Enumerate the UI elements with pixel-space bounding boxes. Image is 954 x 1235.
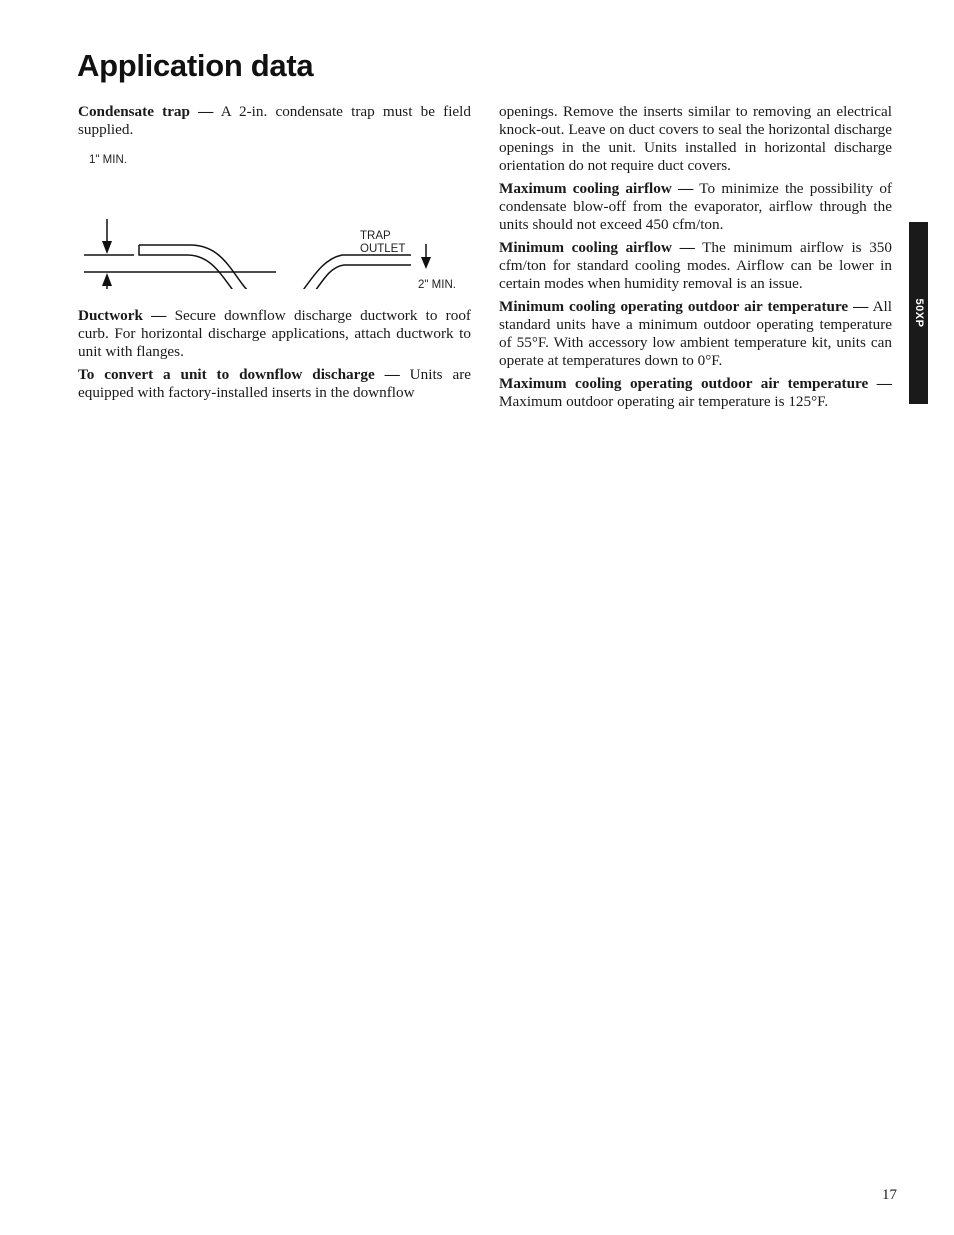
ductwork-paragraph bbox=[78, 307, 471, 361]
page-number: 17 bbox=[882, 1187, 897, 1203]
ductwork-heading: Ductwork — bbox=[78, 307, 167, 324]
max-airflow-paragraph bbox=[499, 180, 892, 234]
convert-text: Units are equipped with factory-installed inserts in the downflow bbox=[78, 366, 472, 401]
left-column bbox=[78, 103, 471, 407]
page-title: Application data bbox=[77, 48, 314, 83]
min-temp-text: All standard units have a minimum outdoor operating temperature of 55°F. With accessory low ambient temperature kit, units can operate at temperatures down to 0°F. bbox=[499, 298, 892, 369]
side-tab bbox=[909, 222, 928, 404]
condensate-trap-heading: Condensate trap — bbox=[78, 103, 214, 120]
right-column bbox=[499, 103, 892, 416]
arrow-down-2in-icon bbox=[421, 257, 431, 269]
ductwork-text: Secure downflow discharge ductwork to roof curb. For horizontal discharge applications, attach ductwork to unit with flanges. bbox=[78, 307, 471, 360]
condensate-trap-text: A 2-in. condensate trap must be field supplied. bbox=[78, 103, 471, 138]
min-airflow-text: The minimum airflow is 350 cfm/ton for standard cooling modes. Airflow can be lower in certain modes when humidity removal is an issue. bbox=[499, 239, 892, 292]
convert-heading: To convert a unit to downflow discharge — bbox=[78, 366, 400, 383]
max-temp-heading: Maximum cooling operating outdoor air temperature — bbox=[499, 375, 892, 392]
label-1in-min: 1" MIN. bbox=[89, 154, 127, 166]
max-temp-paragraph bbox=[499, 375, 892, 411]
arrow-up-1in-icon bbox=[102, 273, 112, 286]
label-outlet: OUTLET bbox=[360, 243, 406, 255]
max-airflow-heading: Maximum cooling airflow — bbox=[499, 180, 694, 197]
side-tab-label: 50XP bbox=[912, 298, 925, 328]
convert-paragraph bbox=[78, 366, 471, 402]
min-temp-heading: Minimum cooling operating outdoor air temperature — bbox=[499, 298, 869, 315]
max-airflow-text: To minimize the possibility of condensate blow-off from the evaporator, airflow through the units should not exceed 450 cfm/ton. bbox=[499, 180, 892, 233]
min-temp-paragraph bbox=[499, 298, 892, 370]
max-temp-text: Maximum outdoor operating air temperature is 125°F. bbox=[499, 393, 829, 410]
arrow-down-1in-icon bbox=[102, 241, 112, 254]
convert-continued-paragraph bbox=[499, 103, 892, 175]
condensate-trap-diagram bbox=[78, 149, 471, 289]
min-airflow-heading: Minimum cooling airflow — bbox=[499, 239, 695, 256]
label-trap: TRAP bbox=[360, 230, 391, 242]
convert-continued-text: openings. Remove the inserts similar to removing an electrical knock-out. Leave on duct covers to seal the horizontal discharge openings in the unit. Units installed in horizontal discharge orientation do not require duct covers. bbox=[499, 103, 892, 174]
label-2in-min: 2" MIN. bbox=[418, 279, 456, 289]
min-airflow-paragraph bbox=[499, 239, 892, 293]
condensate-trap-paragraph bbox=[78, 103, 471, 139]
